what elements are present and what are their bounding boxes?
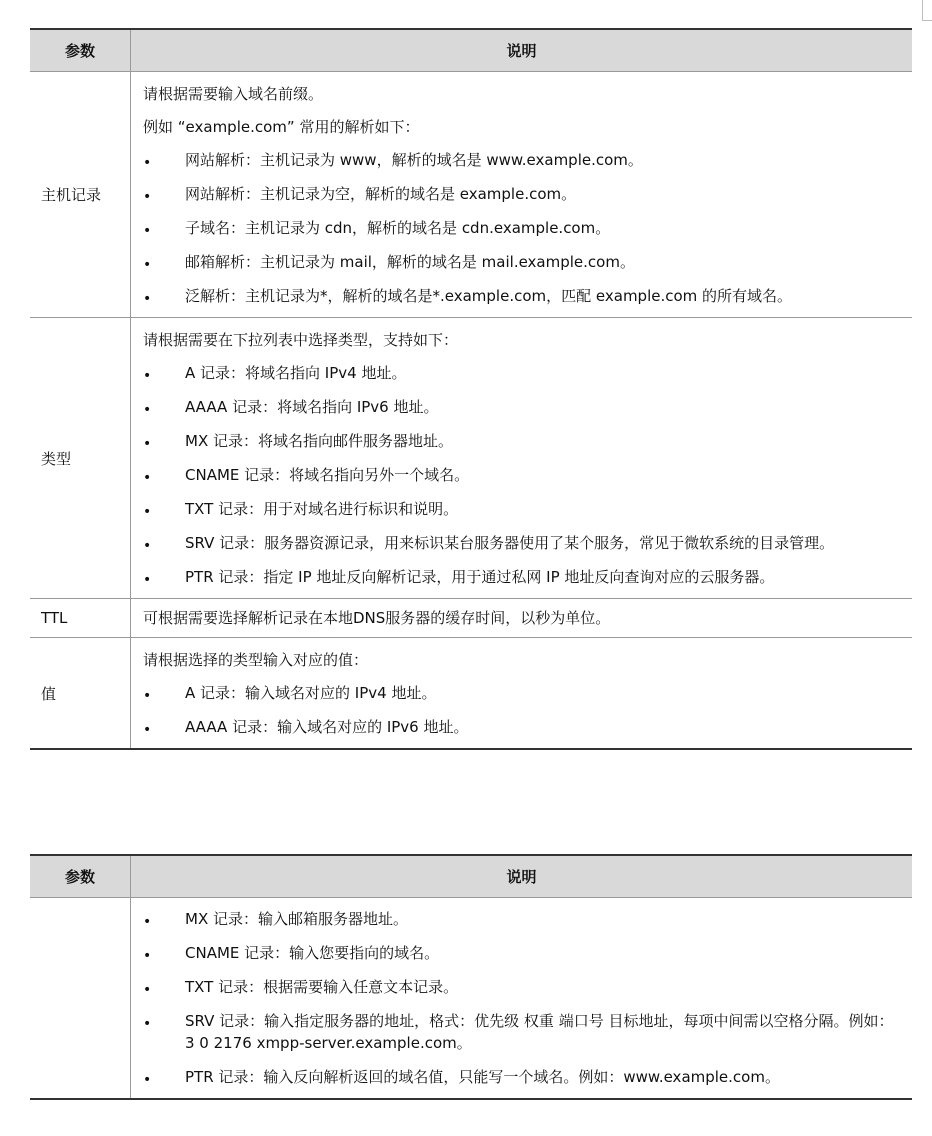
row-desc bbox=[131, 72, 913, 318]
header-desc: 说明 bbox=[131, 29, 913, 72]
bullet-list bbox=[143, 908, 896, 1088]
row-param: TTL bbox=[30, 599, 131, 638]
row-param: 类型 bbox=[30, 318, 131, 599]
table-row bbox=[30, 599, 912, 638]
header-param: 参数 bbox=[30, 855, 131, 898]
row-desc bbox=[131, 318, 913, 599]
row-desc bbox=[131, 638, 913, 750]
table-row bbox=[30, 72, 912, 318]
parameter-table bbox=[30, 28, 912, 750]
row-param: 值 bbox=[30, 638, 131, 750]
desc-paragraph: 请根据选择的类型输入对应的值： bbox=[143, 651, 369, 669]
list-item: • 网站解析：主机记录为 www，解析的域名是 www.example.com。 bbox=[143, 149, 896, 171]
list-item: • PTR 记录：指定 IP 地址反向解析记录，用于通过私网 IP 地址反向查询对应的云服务器。 bbox=[143, 566, 896, 588]
list-item: • MX 记录：将域名指向邮件服务器地址。 bbox=[143, 430, 896, 452]
desc-paragraph: 请根据需要在下拉列表中选择类型，支持如下： bbox=[143, 331, 459, 349]
list-item: • PTR 记录：输入反向解析返回的域名值，只能写一个域名。例如：www.example.com。 bbox=[143, 1066, 896, 1088]
list-item: • A 记录：输入域名对应的 IPv4 地址。 bbox=[143, 682, 896, 704]
parameter-table-continued bbox=[30, 854, 912, 1100]
list-item: • MX 记录：输入邮箱服务器地址。 bbox=[143, 908, 896, 930]
desc-paragraph: 例如 “example.com” 常用的解析如下： bbox=[143, 118, 420, 136]
list-item: • AAAA 记录：将域名指向 IPv6 地址。 bbox=[143, 396, 896, 418]
list-item: • SRV 记录：服务器资源记录，用来标识某台服务器使用了某个服务，常见于微软系统的目录管理。 bbox=[143, 532, 896, 554]
row-param-empty bbox=[30, 898, 131, 1100]
table-row bbox=[30, 318, 912, 599]
table-row bbox=[30, 898, 912, 1100]
list-item: • CNAME 记录：将域名指向另外一个域名。 bbox=[143, 464, 896, 486]
row-param: 主机记录 bbox=[30, 72, 131, 318]
list-item: • SRV 记录：输入指定服务器的地址，格式：优先级 权重 端口号 目标地址，每项中间需以空格分隔。例如：3 0 2176 xmpp-server.example.com。 bbox=[143, 1010, 896, 1054]
bullet-list bbox=[143, 682, 896, 738]
list-item: • TXT 记录：用于对域名进行标识和说明。 bbox=[143, 498, 896, 520]
list-item: • A 记录：将域名指向 IPv4 地址。 bbox=[143, 362, 896, 384]
row-desc bbox=[131, 898, 913, 1100]
list-item: • AAAA 记录：输入域名对应的 IPv6 地址。 bbox=[143, 716, 896, 738]
list-item: • 邮箱解析：主机记录为 mail，解析的域名是 mail.example.com。 bbox=[143, 251, 896, 273]
row-desc: 可根据需要选择解析记录在本地DNS服务器的缓存时间，以秒为单位。 bbox=[131, 599, 913, 638]
header-desc: 说明 bbox=[131, 855, 913, 898]
list-item: • 泛解析：主机记录为*，解析的域名是*.example.com，匹配 example.com 的所有域名。 bbox=[143, 285, 896, 307]
list-item: • 网站解析：主机记录为空，解析的域名是 example.com。 bbox=[143, 183, 896, 205]
table-header-row bbox=[30, 855, 912, 898]
header-param: 参数 bbox=[30, 29, 131, 72]
table-header-row bbox=[30, 29, 912, 72]
list-item: • TXT 记录：根据需要输入任意文本记录。 bbox=[143, 976, 896, 998]
table-row bbox=[30, 638, 912, 750]
list-item: • 子域名：主机记录为 cdn，解析的域名是 cdn.example.com。 bbox=[143, 217, 896, 239]
desc-paragraph: 请根据需要输入域名前缀。 bbox=[143, 85, 324, 103]
bullet-list bbox=[143, 362, 896, 588]
list-item: • CNAME 记录：输入您要指向的域名。 bbox=[143, 942, 896, 964]
page-corner-mark bbox=[922, 0, 932, 21]
bullet-list bbox=[143, 149, 896, 307]
